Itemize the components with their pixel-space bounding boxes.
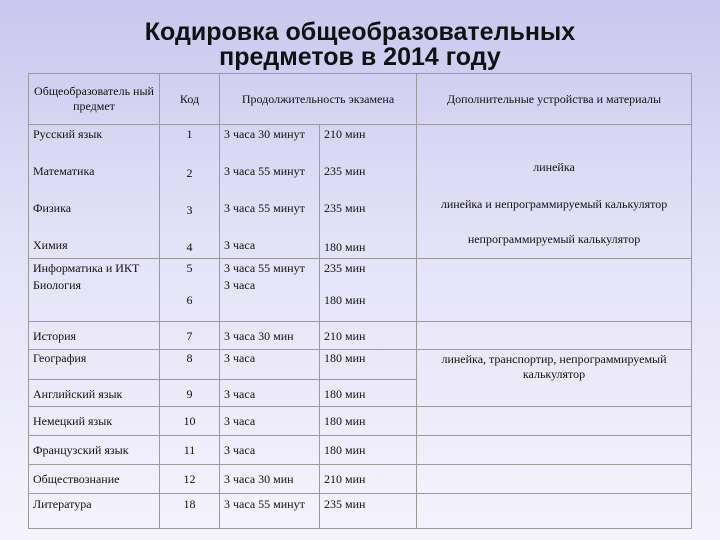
code-history: 7 xyxy=(160,322,220,350)
devices-cell xyxy=(417,436,692,465)
title-line-1: Кодировка общеобразовательных xyxy=(144,18,576,46)
devices-cell xyxy=(417,407,692,436)
code-english: 9 xyxy=(160,380,220,407)
subject-physics: Физика xyxy=(33,201,72,215)
devices-physics: линейка и непрограммируемый калькулятор xyxy=(440,197,668,211)
hours-cell xyxy=(220,125,320,259)
devices-math: линейка xyxy=(533,160,575,174)
subject-math: Математика xyxy=(33,164,95,178)
table-row xyxy=(29,494,692,529)
code-biology: 6 xyxy=(186,293,193,307)
devices-cell xyxy=(417,259,692,322)
hours-chemistry: 3 часа xyxy=(224,238,256,252)
code-chemistry: 4 xyxy=(186,240,193,254)
header-duration: Продолжительность экзамена xyxy=(220,74,417,125)
subject-russian: Русский язык xyxy=(33,127,103,141)
hours-math: 3 часа 55 минут xyxy=(224,164,305,178)
minutes-cell xyxy=(320,259,417,322)
hours-informatics: 3 часа 55 минут xyxy=(224,261,305,275)
hours-biology: 3 часа xyxy=(224,278,256,292)
title-line-2: предметов в 2014 году xyxy=(219,43,501,71)
header-devices: Дополнительные устройства и материалы xyxy=(417,74,692,125)
code-german: 10 xyxy=(160,407,220,436)
devices-chemistry: непрограммируемый калькулятор xyxy=(467,232,641,246)
subject-french: Французский язык xyxy=(29,436,160,465)
code-french: 11 xyxy=(160,436,220,465)
subject-german: Немецкий язык xyxy=(29,407,160,436)
minutes-russian: 210 мин xyxy=(324,127,366,141)
code-informatics: 5 xyxy=(186,261,193,275)
code-social: 12 xyxy=(160,465,220,494)
table-row xyxy=(29,465,692,494)
minutes-biology: 180 мин xyxy=(324,293,366,307)
subject-chemistry: Химия xyxy=(33,238,68,252)
table-row xyxy=(29,350,692,380)
minutes-informatics: 235 мин xyxy=(324,261,366,275)
minutes-geography: 180 мин xyxy=(320,350,417,380)
minutes-math: 235 мин xyxy=(324,164,366,178)
subject-social: Обществознание xyxy=(29,465,160,494)
minutes-history: 210 мин xyxy=(320,322,417,350)
code-cell xyxy=(160,125,220,259)
subject-biology: Биология xyxy=(33,278,82,292)
hours-social: 3 часа 30 мин xyxy=(220,465,320,494)
hours-french: 3 часа xyxy=(220,436,320,465)
subject-cell xyxy=(29,125,160,259)
hours-cell xyxy=(220,259,320,322)
code-russian: 1 xyxy=(186,127,193,141)
subject-informatics: Информатика и ИКТ xyxy=(33,261,140,275)
page-title xyxy=(60,20,660,70)
hours-german: 3 часа xyxy=(220,407,320,436)
subject-history: История xyxy=(29,322,160,350)
subject-cell xyxy=(29,259,160,322)
subject-geography: География xyxy=(29,350,160,380)
devices-cell xyxy=(417,494,692,529)
hours-english: 3 часа xyxy=(220,380,320,407)
devices-cell xyxy=(417,125,692,259)
minutes-physics: 235 мин xyxy=(324,201,366,215)
minutes-cell xyxy=(320,125,417,259)
table-row xyxy=(29,259,692,322)
subject-literature: Литература xyxy=(29,494,160,529)
table-row xyxy=(29,436,692,465)
header-subject: Общеобразователь ный предмет xyxy=(29,74,160,125)
header-code: Код xyxy=(160,74,220,125)
minutes-english: 180 мин xyxy=(320,380,417,407)
minutes-social: 210 мин xyxy=(320,465,417,494)
subjects-table xyxy=(28,73,692,529)
hours-history: 3 часа 30 мин xyxy=(220,322,320,350)
minutes-german: 180 мин xyxy=(320,407,417,436)
table-row xyxy=(29,125,692,259)
code-geography: 8 xyxy=(160,350,220,380)
code-physics: 3 xyxy=(186,203,193,217)
minutes-chemistry: 180 мин xyxy=(324,240,366,254)
code-math: 2 xyxy=(186,166,193,180)
devices-geography: линейка, транспортир, непрограммируемый калькулятор xyxy=(417,350,692,407)
minutes-french: 180 мин xyxy=(320,436,417,465)
code-cell xyxy=(160,259,220,322)
table-row xyxy=(29,322,692,350)
hours-geography: 3 часа xyxy=(220,350,320,380)
hours-literature: 3 часа 55 минут xyxy=(220,494,320,529)
hours-russian: 3 часа 30 минут xyxy=(224,127,305,141)
minutes-literature: 235 мин xyxy=(320,494,417,529)
devices-cell xyxy=(417,465,692,494)
code-literature: 18 xyxy=(160,494,220,529)
hours-physics: 3 часа 55 минут xyxy=(224,201,305,215)
subject-english: Английский язык xyxy=(29,380,160,407)
devices-cell xyxy=(417,322,692,350)
table-row xyxy=(29,407,692,436)
table-header-row xyxy=(29,74,692,125)
